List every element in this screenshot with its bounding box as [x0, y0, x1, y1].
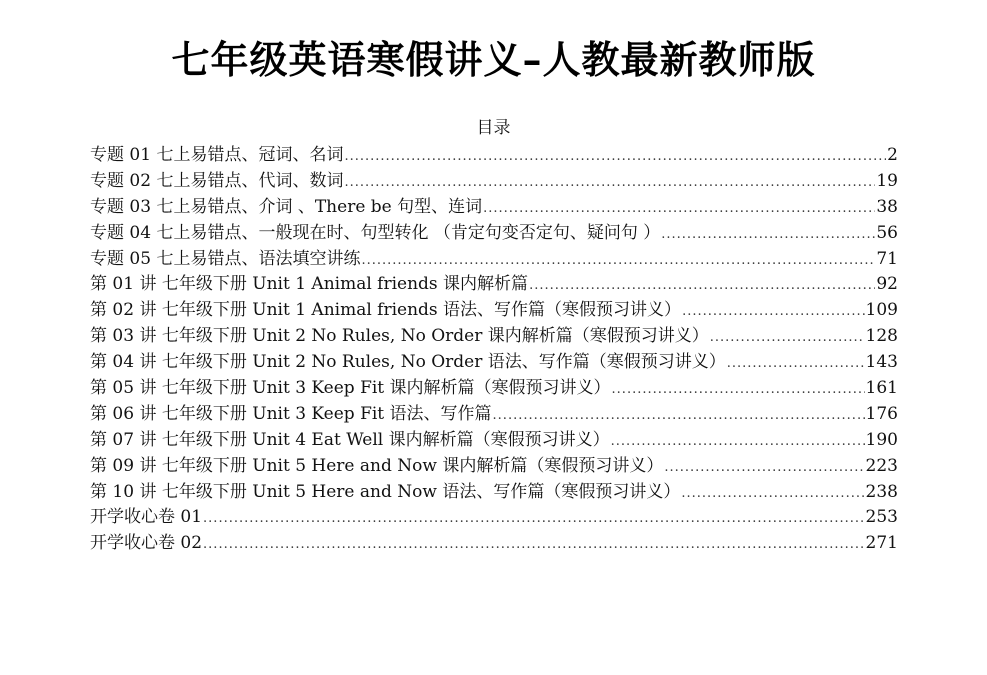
toc-heading: 目录: [476, 118, 511, 138]
toc-entry-page: 253: [865, 507, 898, 528]
toc-entry-14[interactable]: [90, 480, 898, 506]
toc-entry-label: 开学收心卷 01: [90, 507, 203, 528]
toc-entry-1[interactable]: [90, 143, 898, 169]
toc-entry-label: 专题 04 七上易错点、一般现在时、句型转化 （肯定句变否定句、疑问句 ）: [90, 222, 661, 243]
toc-dot-leader: [344, 170, 875, 196]
toc-entry-page: 19: [876, 170, 898, 191]
toc-dot-leader: [710, 325, 865, 351]
toc-entry-label: 专题 05 七上易错点、语法填空讲练: [90, 248, 361, 269]
toc-dot-leader: [483, 196, 875, 222]
toc-entry-label: 第 05 讲 七年级下册 Unit 3 Keep Fit 课内解析篇（寒假预习讲义）: [90, 378, 611, 399]
toc-entry-label: 第 04 讲 七年级下册 Unit 2 No Rules, No Order 语法、写作篇（寒假预习讲义）: [90, 352, 726, 373]
toc-entry-page: 271: [865, 533, 898, 554]
toc-dot-leader: [344, 144, 886, 170]
toc-entry-page: 71: [876, 248, 898, 269]
toc-entry-3[interactable]: [90, 195, 898, 221]
toc-dot-leader: [361, 248, 875, 274]
toc-entry-label: 第 02 讲 七年级下册 Unit 1 Animal friends 语法、写作篇（寒假预习讲义）: [90, 300, 682, 321]
toc-dot-leader: [611, 429, 865, 455]
toc-entry-7[interactable]: [90, 298, 898, 324]
table-of-contents: [90, 143, 898, 557]
toc-dot-leader: [612, 377, 865, 403]
toc-entry-page: 161: [865, 378, 898, 399]
toc-entry-page: 176: [865, 403, 898, 424]
toc-entry-11[interactable]: [90, 402, 898, 428]
toc-entry-6[interactable]: [90, 272, 898, 298]
toc-entry-page: 238: [865, 481, 898, 502]
toc-entry-label: 第 07 讲 七年级下册 Unit 4 Eat Well 课内解析篇（寒假预习讲义）: [90, 429, 610, 450]
toc-entry-page: 56: [876, 222, 898, 243]
toc-entry-16[interactable]: [90, 531, 898, 557]
toc-dot-leader: [727, 351, 865, 377]
toc-dot-leader: [661, 222, 875, 248]
toc-entry-9[interactable]: [90, 350, 898, 376]
toc-entry-10[interactable]: [90, 376, 898, 402]
toc-entry-label: 专题 01 七上易错点、冠词、名词: [90, 145, 344, 165]
toc-entry-page: 190: [865, 429, 898, 450]
toc-entry-13[interactable]: [90, 454, 898, 480]
toc-entry-page: 143: [865, 352, 898, 373]
toc-entry-label: 第 06 讲 七年级下册 Unit 3 Keep Fit 语法、写作篇: [90, 403, 492, 424]
toc-entry-page: 223: [865, 455, 898, 476]
toc-entry-page: 92: [876, 274, 898, 295]
toc-entry-label: 第 03 讲 七年级下册 Unit 2 No Rules, No Order 课内解析篇（寒假预习讲义）: [90, 326, 709, 347]
toc-dot-leader: [682, 299, 864, 325]
toc-dot-leader: [681, 481, 864, 507]
toc-dot-leader: [203, 506, 865, 532]
document-title: 七年级英语寒假讲义–人教最新教师版: [171, 37, 816, 82]
toc-entry-8[interactable]: [90, 324, 898, 350]
toc-dot-leader: [529, 273, 875, 299]
toc-entry-2[interactable]: [90, 169, 898, 195]
toc-entry-15[interactable]: [90, 505, 898, 531]
toc-entry-label: 专题 02 七上易错点、代词、数词: [90, 170, 344, 191]
toc-entry-page: 109: [865, 300, 898, 321]
toc-entry-label: 第 09 讲 七年级下册 Unit 5 Here and Now 课内解析篇（寒假预习讲义）: [90, 455, 664, 476]
toc-dot-leader: [664, 455, 864, 481]
toc-entry-label: 第 10 讲 七年级下册 Unit 5 Here and Now 语法、写作篇（寒假预习讲义）: [90, 481, 681, 502]
toc-entry-12[interactable]: [90, 428, 898, 454]
toc-entry-label: 专题 03 七上易错点、介词 、There be 句型、连词: [90, 196, 483, 217]
toc-entry-4[interactable]: [90, 221, 898, 247]
toc-dot-leader: [493, 403, 865, 429]
toc-entry-label: 第 01 讲 七年级下册 Unit 1 Animal friends 课内解析篇: [90, 274, 529, 295]
toc-entry-page: 128: [865, 326, 898, 347]
toc-dot-leader: [203, 532, 865, 558]
toc-entry-page: 38: [876, 196, 898, 217]
toc-entry-5[interactable]: [90, 247, 898, 273]
toc-entry-page: 2: [887, 145, 898, 165]
toc-entry-label: 开学收心卷 02: [90, 533, 203, 554]
